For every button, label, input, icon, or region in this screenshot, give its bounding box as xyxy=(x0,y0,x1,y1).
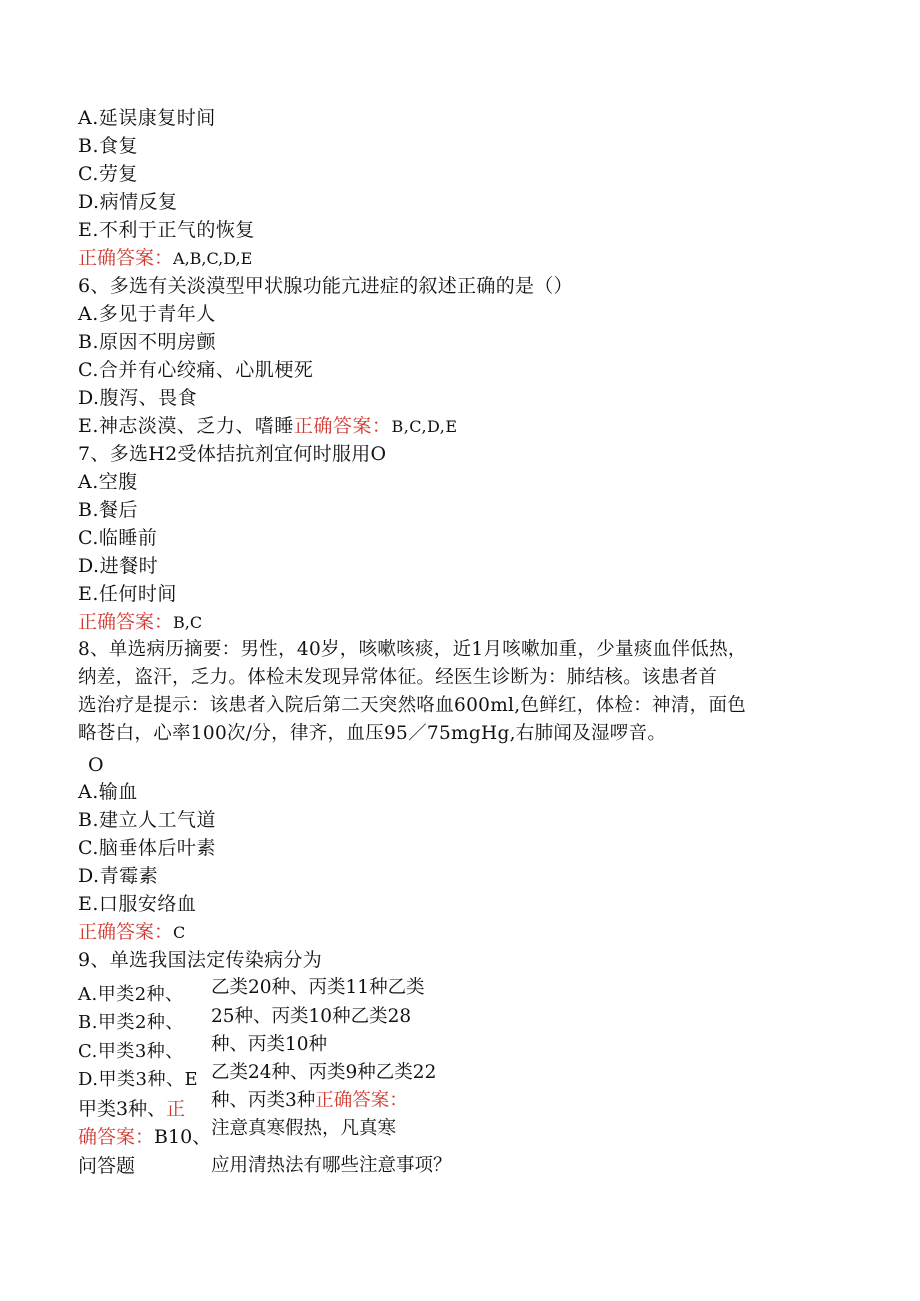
q8-option-a: A.输血 xyxy=(78,781,138,803)
q9-option-c: C.甲类3种、 xyxy=(78,1041,184,1062)
q8-stem-line-2: 纳差，盗汗，乏力。体检未发现异常体征。经医生诊断为：肺结核。该患者首 xyxy=(78,667,718,688)
q6-answer-label: 正确答案： xyxy=(293,415,392,437)
q6-option-a: A.多见于青年人 xyxy=(78,303,216,325)
q5-answer-value: A,B,C,D,E xyxy=(173,249,253,268)
q8-answer xyxy=(78,919,185,946)
q8-answer-label: 正确答案： xyxy=(78,921,174,943)
q9-right-line-3: 种、丙类10种 xyxy=(211,1034,328,1055)
q8-stem-line-4: 略苍白，心率100次/分，律齐，血压95／75mgHg,右肺闻及湿啰音。 xyxy=(78,723,667,744)
q10-heading: 问答题 xyxy=(78,1155,136,1177)
q9-right-line-4: 乙类24种、丙类9种乙类22 xyxy=(211,1062,437,1083)
q9-option-d: D.甲类3种、E xyxy=(78,1069,199,1090)
q9-right-line-2: 25种、丙类10种乙类28 xyxy=(211,1006,412,1027)
q9-right-line-5 xyxy=(211,1088,408,1114)
q9-left-tail-1 xyxy=(78,1096,185,1122)
q8-answer-value: C xyxy=(173,923,186,942)
q8-stem-line-1: 8、单选病历摘要：男性，40岁，咳嗽咳痰，近1月咳嗽加重，少量痰血伴低热， xyxy=(78,639,747,660)
q9-left-tail-2 xyxy=(78,1124,211,1150)
q7-option-d: D.进餐时 xyxy=(78,555,159,577)
q9-right-line-1: 乙类20种、丙类11种乙类 xyxy=(211,977,425,998)
q7-option-a: A.空腹 xyxy=(78,471,138,493)
q9-left-tail-1-text: 甲类3种、 xyxy=(78,1098,167,1120)
q6-option-e: E.神志淡漠、乏力、嗜睡 xyxy=(78,415,294,437)
q5-option-e: E.不利于正气的恢复 xyxy=(78,219,255,241)
q7-stem: 7、多选H2受体拮抗剂宜何时服用O xyxy=(78,443,387,465)
q9-right-line-5-red: 正确答案： xyxy=(315,1090,408,1111)
q8-option-d: D.青霉素 xyxy=(78,865,159,887)
q8-stem-line-3: 选治疗是提示：该患者入院后第二天突然咯血600ml,色鲜红，体检：神清，面色 xyxy=(78,695,747,716)
q5-option-d: D.病情反复 xyxy=(78,191,178,213)
q6-option-e-line xyxy=(78,413,458,440)
q9-right-line-6: 注意真寒假热，凡真寒 xyxy=(211,1118,397,1139)
q10-question: 应用清热法有哪些注意事项？ xyxy=(211,1155,452,1176)
q6-option-d: D.腹泻、畏食 xyxy=(78,387,198,409)
q6-option-b: B.原因不明房颤 xyxy=(78,331,217,353)
q9-right-line-5-text: 种、丙类3种 xyxy=(211,1090,316,1111)
q8-option-c: C.脑垂体后叶素 xyxy=(78,837,216,859)
q7-option-c: C.临睡前 xyxy=(78,527,158,549)
q5-answer xyxy=(78,245,252,272)
q9-left-tail-1-red: 正 xyxy=(166,1098,186,1120)
q9-option-b: B.甲类2种、 xyxy=(78,1012,184,1033)
q9-answer-value: B10、 xyxy=(154,1126,212,1148)
q8-stem-line-5: O xyxy=(88,754,104,776)
q6-answer-value: B,C,D,E xyxy=(391,417,458,436)
q9-option-a: A.甲类2种、 xyxy=(78,984,184,1005)
q7-answer xyxy=(78,609,202,636)
q7-answer-value: B,C xyxy=(173,613,203,632)
q9-stem: 9、单选我国法定传染病分为 xyxy=(78,949,322,971)
q9-answer-label: 确答案： xyxy=(78,1126,155,1148)
q7-option-b: B.餐后 xyxy=(78,499,139,521)
q5-option-a: A.延误康复时间 xyxy=(78,107,216,129)
q6-option-c: C.合并有心绞痛、心肌梗死 xyxy=(78,359,314,381)
q5-option-c: C.劳复 xyxy=(78,163,138,185)
q8-option-b: B.建立人工气道 xyxy=(78,809,217,831)
q5-option-b: B.食复 xyxy=(78,135,139,157)
q7-answer-label: 正确答案： xyxy=(78,611,174,633)
q5-answer-label: 正确答案： xyxy=(78,247,174,269)
q6-stem: 6、多选有关淡漠型甲状腺功能亢进症的叙述正确的是（） xyxy=(78,275,573,297)
q8-option-e: E.口服安络血 xyxy=(78,893,197,915)
q7-option-e: E.任何时间 xyxy=(78,583,177,605)
